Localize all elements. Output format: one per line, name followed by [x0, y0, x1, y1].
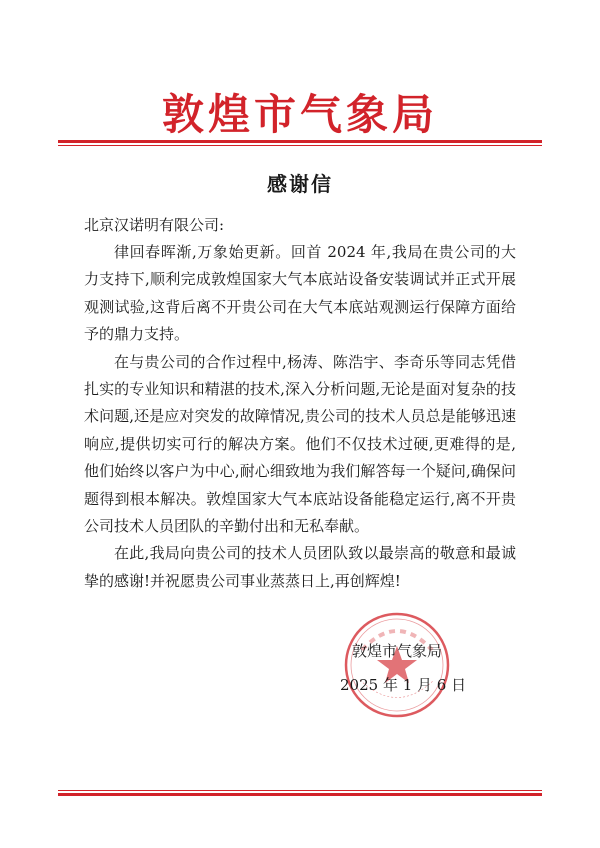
signature-org: 敦煌市气象局	[352, 642, 443, 660]
footer-divider	[58, 793, 542, 796]
document-title: 感谢信	[267, 172, 333, 196]
paragraph-3: 在此,我局向贵公司的技术人员团队致以最崇高的敬意和最诚挚的感谢!并祝愿贵公司事业蒸蒸日上,再创辉煌!	[84, 544, 516, 590]
letter-body	[84, 239, 516, 595]
letterhead-divider-top	[58, 140, 542, 143]
letterhead-divider-top-thin	[58, 145, 542, 146]
salutation: 北京汉诺明有限公司:	[84, 216, 225, 234]
letterhead-title: 敦煌市气象局	[161, 90, 438, 139]
footer-divider-thin	[58, 790, 542, 791]
paragraph-1: 律回春晖渐,万象始更新。回首 2024 年,我局在贵公司的大力支持下,顺利完成敦煌国家大气本底站设备安装调试并正式开展观测试验,这背后离不开贵公司在大气本底站观测运行保障方面给予的鼎力支持。	[84, 243, 516, 344]
paragraph-2: 在与贵公司的合作过程中,杨涛、陈浩宇、李奇乐等同志凭借扎实的专业知识和精湛的技术,深入分析问题,无论是面对复杂的技术问题,还是应对突发的故障情况,贵公司的技术人员总是能够迅速响应,提供切实可行的解决方案。他们不仅技术过硬,更难得的是,他们始终以客户为中心,耐心细致地为我们解答每一个疑问,确保问题得到根本解决。敦煌国家大气本底站设备能稳定运行,离不开贵公司技术人员团队的辛勤付出和无私奉献。	[84, 352, 516, 536]
official-seal-icon	[342, 610, 452, 720]
signature-date: 2025 年 1 月 6 日	[340, 676, 467, 694]
